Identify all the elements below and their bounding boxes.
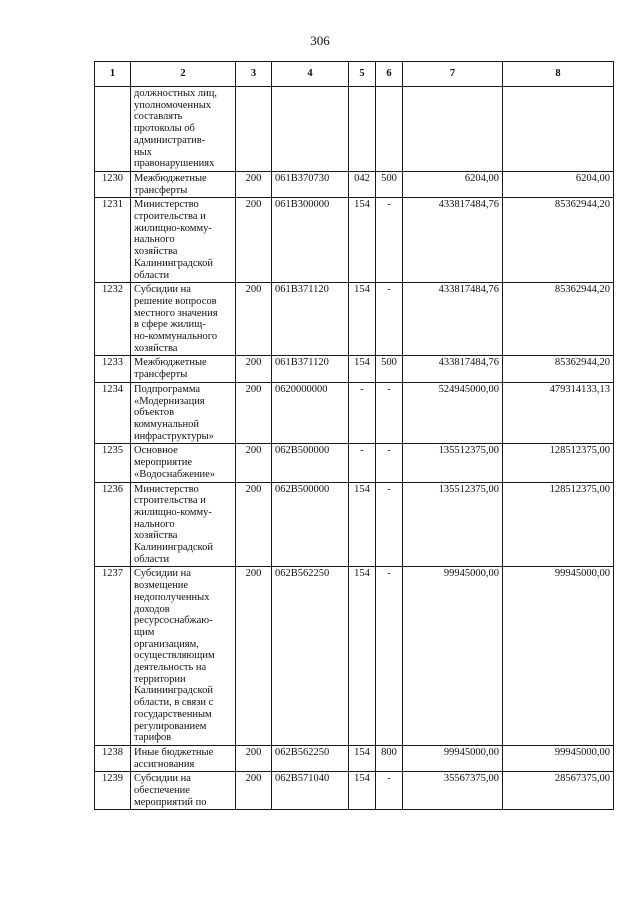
item-name-line: области	[134, 269, 170, 281]
item-name-line: мероприятий по	[134, 796, 207, 808]
target-article-cell: 062В500000	[272, 482, 349, 567]
item-name-line: местного значения	[134, 307, 218, 319]
item-name-line: составлять	[134, 111, 183, 123]
ministry-code-cell: 200	[236, 382, 272, 444]
section-code-cell: 154	[349, 482, 376, 567]
column-header-8: 8	[503, 62, 614, 87]
target-article-cell: 062В562250	[272, 567, 349, 746]
item-name-line: организациям,	[134, 638, 199, 650]
item-name-line: решение вопросов	[134, 295, 217, 307]
row-number-cell: 1232	[95, 283, 131, 356]
item-name-line: административ-	[134, 134, 206, 146]
item-name-line: Межбюджетные	[134, 172, 207, 184]
item-name-line: трансферты	[134, 184, 188, 196]
column-header-2: 2	[131, 62, 236, 87]
ministry-code-cell: 200	[236, 745, 272, 771]
item-name-line: Субсидии на	[134, 773, 191, 785]
item-name-line: жилищно-комму-	[134, 222, 212, 234]
section-code-cell: -	[349, 382, 376, 444]
item-name-cell	[131, 382, 236, 444]
expense-type-cell: -	[376, 444, 403, 482]
item-name-cell	[131, 745, 236, 771]
item-name-line: Калининградской	[134, 685, 213, 697]
target-article-cell: 061В371120	[272, 283, 349, 356]
target-article-cell: 061В300000	[272, 198, 349, 283]
amount-col7-cell: 433817484,76	[403, 283, 503, 356]
item-name-line: щим	[134, 626, 155, 638]
item-name-line: ассигнования	[134, 758, 195, 770]
row-number-cell: 1239	[95, 772, 131, 810]
item-name-line: деятельность на	[134, 662, 207, 674]
section-code-cell: 154	[349, 356, 376, 382]
item-name-cell	[131, 171, 236, 197]
table-row	[95, 382, 614, 444]
expense-type-cell: -	[376, 482, 403, 567]
amount-col7-cell: 135512375,00	[403, 482, 503, 567]
section-code-cell	[349, 87, 376, 172]
item-name-line: Министерство	[134, 199, 199, 211]
item-name-line: правонарушениях	[134, 158, 215, 170]
section-code-cell: 042	[349, 171, 376, 197]
section-code-cell: 154	[349, 283, 376, 356]
amount-col7-cell: 433817484,76	[403, 198, 503, 283]
table-body	[95, 87, 614, 810]
table-header-row	[95, 62, 614, 87]
column-header-3: 3	[236, 62, 272, 87]
target-article-cell: 061В370730	[272, 171, 349, 197]
item-name-line: жилищно-комму-	[134, 506, 212, 518]
target-article-cell: 062В562250	[272, 745, 349, 771]
expense-type-cell: -	[376, 283, 403, 356]
item-name-line: нального	[134, 234, 175, 246]
column-header-1: 1	[95, 62, 131, 87]
target-article-cell: 0620000000	[272, 382, 349, 444]
amount-col7-cell: 135512375,00	[403, 444, 503, 482]
table-row	[95, 567, 614, 746]
item-name-line: доходов	[134, 603, 170, 615]
item-name-line: хозяйства	[134, 342, 178, 354]
item-name-line: уполномоченных	[134, 99, 211, 111]
item-name-cell	[131, 444, 236, 482]
amount-col7-cell: 6204,00	[403, 171, 503, 197]
item-name-line: Калининградской	[134, 257, 213, 269]
column-header-7: 7	[403, 62, 503, 87]
row-number-cell: 1234	[95, 382, 131, 444]
item-name-line: ных	[134, 146, 152, 158]
column-header-5: 5	[349, 62, 376, 87]
item-name-line: государственным	[134, 708, 212, 720]
section-code-cell: 154	[349, 772, 376, 810]
item-name-cell	[131, 283, 236, 356]
item-name-line: инфраструктуры»	[134, 430, 214, 442]
item-name-line: Подпрограмма	[134, 383, 201, 395]
item-name-line: «Модернизация	[134, 395, 205, 407]
amount-col8-cell: 85362944,20	[503, 356, 614, 382]
item-name-line: территории	[134, 673, 186, 685]
section-code-cell: -	[349, 444, 376, 482]
amount-col8-cell: 85362944,20	[503, 198, 614, 283]
expense-type-cell: 500	[376, 356, 403, 382]
item-name-line: Иные бюджетные	[134, 746, 214, 758]
row-number-cell: 1231	[95, 198, 131, 283]
amount-col7-cell: 99945000,00	[403, 567, 503, 746]
amount-col7-cell: 99945000,00	[403, 745, 503, 771]
item-name-line: Министерство	[134, 483, 199, 495]
budget-table	[94, 61, 614, 810]
item-name-line: Субсидии на	[134, 568, 191, 580]
item-name-line: в сфере жилищ-	[134, 319, 206, 331]
amount-col8-cell: 85362944,20	[503, 283, 614, 356]
amount-col8-cell: 99945000,00	[503, 567, 614, 746]
amount-col7-cell	[403, 87, 503, 172]
ministry-code-cell: 200	[236, 356, 272, 382]
ministry-code-cell: 200	[236, 198, 272, 283]
target-article-cell: 061В371120	[272, 356, 349, 382]
page-number: 306	[310, 33, 330, 48]
ministry-code-cell: 200	[236, 772, 272, 810]
item-name-line: недополученных	[134, 591, 210, 603]
ministry-code-cell: 200	[236, 444, 272, 482]
table-row	[95, 356, 614, 382]
item-name-line: обеспечение	[134, 785, 190, 797]
target-article-cell: 062В571040	[272, 772, 349, 810]
table-row	[95, 444, 614, 482]
section-code-cell: 154	[349, 198, 376, 283]
target-article-cell	[272, 87, 349, 172]
item-name-line: протоколы об	[134, 123, 195, 135]
item-name-cell	[131, 567, 236, 746]
item-name-line: хозяйства	[134, 246, 178, 258]
amount-col8-cell: 6204,00	[503, 171, 614, 197]
item-name-cell	[131, 482, 236, 567]
item-name-line: Субсидии на	[134, 284, 191, 296]
item-name-cell	[131, 772, 236, 810]
table-row	[95, 171, 614, 197]
item-name-line: объектов	[134, 407, 175, 419]
item-name-line: «Водоснабжение»	[134, 468, 216, 480]
item-name-line: Основное	[134, 445, 178, 457]
item-name-line: коммунальной	[134, 418, 200, 430]
ministry-code-cell: 200	[236, 482, 272, 567]
table-row	[95, 283, 614, 356]
section-code-cell: 154	[349, 745, 376, 771]
item-name-line: строительства и	[134, 211, 206, 223]
amount-col8-cell: 128512375,00	[503, 482, 614, 567]
expense-type-cell: 800	[376, 745, 403, 771]
table-row	[95, 198, 614, 283]
amount-col8-cell: 99945000,00	[503, 745, 614, 771]
ministry-code-cell: 200	[236, 283, 272, 356]
expense-type-cell	[376, 87, 403, 172]
amount-col7-cell: 524945000,00	[403, 382, 503, 444]
amount-col7-cell: 433817484,76	[403, 356, 503, 382]
table-row	[95, 772, 614, 810]
column-header-4: 4	[272, 62, 349, 87]
ministry-code-cell: 200	[236, 171, 272, 197]
column-header-6: 6	[376, 62, 403, 87]
item-name-line: мероприятие	[134, 457, 192, 469]
expense-type-cell: -	[376, 567, 403, 746]
item-name-line: регулированием	[134, 720, 207, 732]
amount-col8-cell: 128512375,00	[503, 444, 614, 482]
amount-col7-cell: 35567375,00	[403, 772, 503, 810]
item-name-line: тарифов	[134, 732, 172, 744]
item-name-cell	[131, 87, 236, 172]
table-row	[95, 87, 614, 172]
item-name-line: возмещение	[134, 580, 189, 592]
row-number-cell: 1233	[95, 356, 131, 382]
row-number-cell: 1238	[95, 745, 131, 771]
row-number-cell: 1237	[95, 567, 131, 746]
item-name-cell	[131, 356, 236, 382]
table-row	[95, 482, 614, 567]
amount-col8-cell	[503, 87, 614, 172]
item-name-cell	[131, 198, 236, 283]
item-name-line: области, в связи с	[134, 697, 214, 709]
ministry-code-cell	[236, 87, 272, 172]
item-name-line: но-коммунального	[134, 331, 218, 343]
item-name-line: осуществляющим	[134, 650, 215, 662]
item-name-line: Межбюджетные	[134, 357, 207, 369]
item-name-line: ресурсоснабжаю-	[134, 615, 213, 627]
row-number-cell: 1230	[95, 171, 131, 197]
ministry-code-cell: 200	[236, 567, 272, 746]
expense-type-cell: -	[376, 382, 403, 444]
item-name-line: должностных лиц,	[134, 88, 217, 99]
amount-col8-cell: 28567375,00	[503, 772, 614, 810]
expense-type-cell: -	[376, 772, 403, 810]
item-name-line: области	[134, 553, 170, 565]
item-name-line: хозяйства	[134, 530, 178, 542]
table-row	[95, 745, 614, 771]
section-code-cell: 154	[349, 567, 376, 746]
item-name-line: трансферты	[134, 369, 188, 381]
expense-type-cell: 500	[376, 171, 403, 197]
target-article-cell: 062В500000	[272, 444, 349, 482]
amount-col8-cell: 479314133,13	[503, 382, 614, 444]
item-name-line: строительства и	[134, 495, 206, 507]
expense-type-cell: -	[376, 198, 403, 283]
row-number-cell	[95, 87, 131, 172]
row-number-cell: 1236	[95, 482, 131, 567]
item-name-line: Калининградской	[134, 542, 213, 554]
row-number-cell: 1235	[95, 444, 131, 482]
item-name-line: нального	[134, 518, 175, 530]
